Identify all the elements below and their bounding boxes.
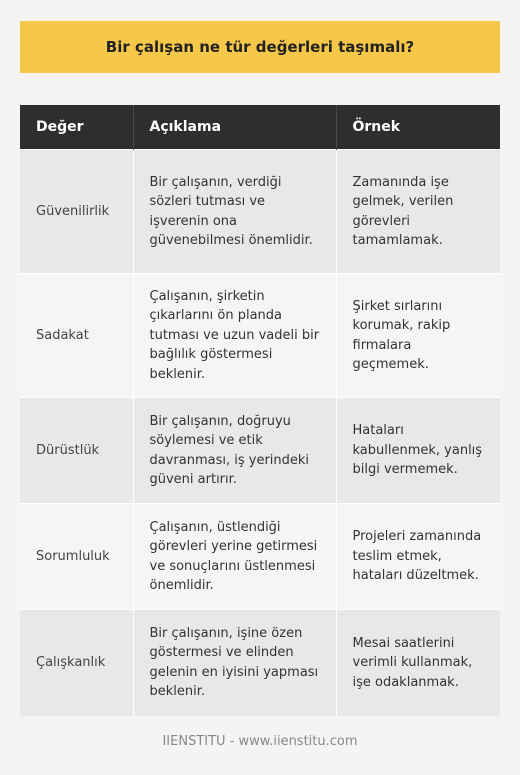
table-row	[20, 504, 500, 610]
cell-example: Mesai saatlerini verimli kullanmak, işe odaklanmak.	[336, 610, 500, 716]
table-row	[20, 610, 500, 716]
cell-description: Bir çalışanın, verdiği sözleri tutması ve işverenin ona güvenebilmesi önemlidir.	[133, 150, 336, 274]
footer-credit: IIENSTITU - www.iienstitu.com	[162, 734, 358, 749]
cell-example: Hataları kabullenmek, yanlış bilgi vermemek.	[336, 398, 500, 504]
cell-description: Çalışanın, üstlendiği görevleri yerine getirmesi ve sonuçlarını üstlenmesi önemlidir.	[133, 504, 336, 610]
cell-description: Bir çalışanın, işine özen göstermesi ve elinden gelenin en iyisini yapması beklenir.	[133, 610, 336, 716]
table-header-row	[20, 105, 500, 150]
table-row	[20, 398, 500, 504]
cell-value: Sorumluluk	[20, 504, 133, 610]
page-title: Bir çalışan ne tür değerleri taşımalı?	[20, 21, 500, 73]
cell-value: Sadakat	[20, 274, 133, 398]
header-aciklama: Açıklama	[133, 105, 336, 150]
cell-example: Şirket sırlarını korumak, rakip firmalara geçmemek.	[336, 274, 500, 398]
cell-value: Çalışkanlık	[20, 610, 133, 716]
cell-value: Dürüstlük	[20, 398, 133, 504]
values-table-container	[20, 105, 500, 716]
cell-example: Projeleri zamanında teslim etmek, hataları düzeltmek.	[336, 504, 500, 610]
cell-description: Çalışanın, şirketin çıkarlarını ön planda tutması ve uzun vadeli bir bağlılık göstermesi beklenir.	[133, 274, 336, 398]
header-deger: Değer	[20, 105, 133, 150]
table-row	[20, 150, 500, 274]
header-ornek: Örnek	[336, 105, 500, 150]
cell-description: Bir çalışanın, doğruyu söylemesi ve etik davranması, iş yerindeki güveni artırır.	[133, 398, 336, 504]
values-table	[20, 105, 500, 716]
cell-example: Zamanında işe gelmek, verilen görevleri tamamlamak.	[336, 150, 500, 274]
table-row	[20, 274, 500, 398]
cell-value: Güvenilirlik	[20, 150, 133, 274]
